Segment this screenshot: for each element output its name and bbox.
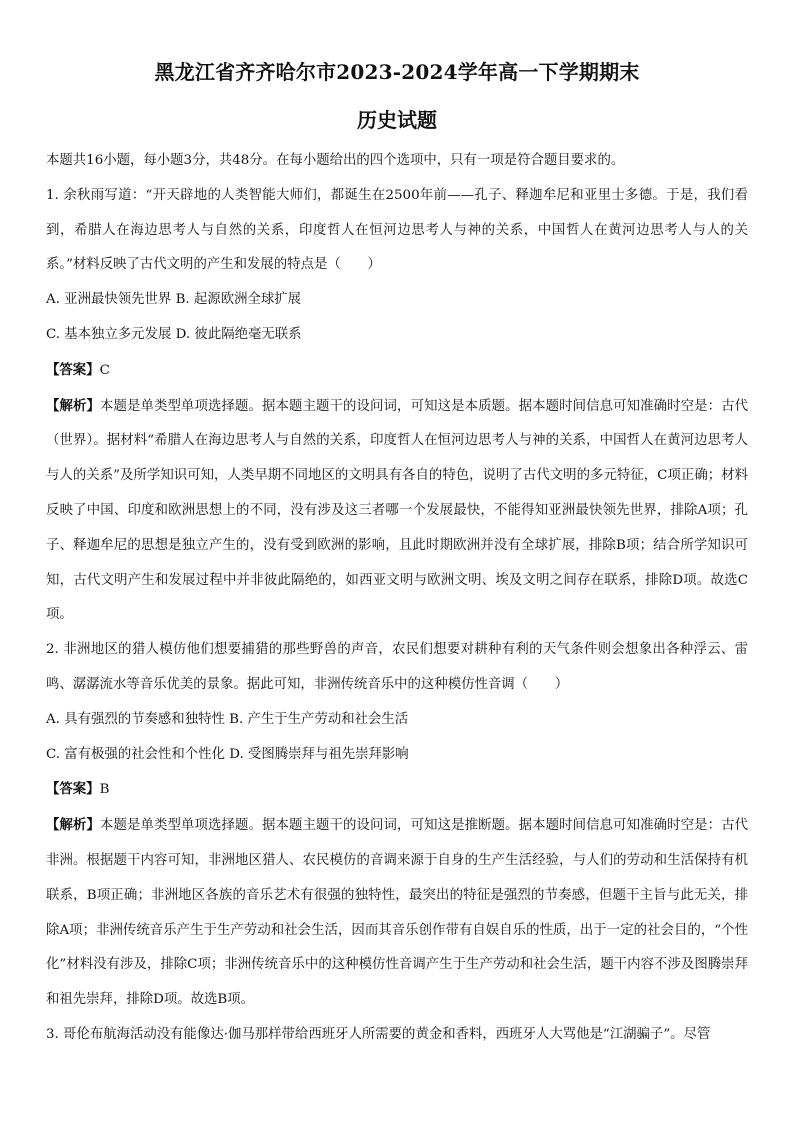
question-2-options-ab: A. 具有强烈的节奏感和独特性 B. 产生于生产劳动和社会生活	[46, 711, 409, 727]
document-title: 黑龙江省齐齐哈尔市2023-2024学年高一下学期期末	[154, 60, 640, 84]
question-1-answer	[46, 353, 748, 389]
analysis-tag: 【解析】	[46, 397, 101, 414]
question-2	[46, 633, 748, 1018]
document-subtitle: 历史试题	[357, 108, 437, 132]
question-1-stem: 1. 余秋雨写道：“开天辟地的人类智能大师们，都诞生在2500年前——孔子、释迦牟尼和亚里士多德。于是，我们看到，希腊人在海边思考人与自然的关系，印度哲人在恒河边思考人与神的关系，中国哲人在黄河边思考人与人的关系。”材料反映了古代文明的产生和发展的特点是（ ）	[46, 187, 748, 273]
answer-value: B	[99, 782, 110, 798]
analysis-text: 本题是单类型单项选择题。据本题主题干的设问词，可知这是推断题。据本题时间信息可知准确时空是：古代非洲。根据题干内容可知，非洲地区猎人、农民模仿的音调来源于自身的生产生活经验，与人们的劳动和生活保持有机联系，B项正确；非洲地区各族的音乐艺术有很强的独特性，最突出的特征是强烈的节奏感，但题干主旨与此无关，排除A项；非洲传统音乐产生于生产劳动和社会生活，因而其音乐创作带有自娱自乐的性质，出于一定的社会目的，“个性化”材料没有涉及，排除C项；非洲传统音乐中的这种模仿性音调产生于生产劳动和社会生活，题干内容不涉及图腾崇拜和祖先崇拜，排除D项。故选B项。	[46, 818, 749, 1008]
answer-tag: 【答案】	[46, 781, 100, 798]
question-1-options-cd: C. 基本独立多元发展 D. 彼此隔绝毫无联系	[46, 326, 302, 342]
question-3	[46, 1018, 748, 1053]
question-2-analysis	[46, 808, 748, 1018]
analysis-text: 本题是单类型单项选择题。据本题主题干的设问词，可知这是本质题。据本题时间信息可知准确时空是：古代（世界）。据材料“希腊人在海边思考人与自然的关系，印度哲人在恒河边思考人与神的关系，中国哲人在黄河边思考人与人的关系”及所学知识可知，人类早期不同地区的文明具有各自的特色，说明了古代文明的多元特征，C项正确；材料反映了中国、印度和欧洲思想上的不同，没有涉及这三者哪一个发展最快，不能得知亚洲最快领先世界，排除A项；孔子、释迦牟尼的思想是独立产生的，没有受到欧洲的影响，且此时期欧洲并没有全球扩展，排除B项；结合所学知识可知，古代文明产生和发展过程中并非彼此隔绝的，如西亚文明与欧洲文明、埃及文明之间存在联系，排除D项。故选C项。	[46, 398, 749, 623]
question-2-stem: 2. 非洲地区的猎人模仿他们想要捕猎的那些野兽的声音，农民们想要对耕种有利的天气条件则会想象出各种浮云、雷鸣、潺潺流水等音乐优美的景象。据此可知，非洲传统音乐中的这种模仿性音调（ ）	[46, 642, 748, 692]
question-1-analysis	[46, 389, 748, 634]
question-1	[46, 179, 748, 633]
analysis-tag: 【解析】	[46, 817, 101, 834]
question-2-answer	[46, 772, 748, 808]
question-2-options-cd: C. 富有极强的社会性和个性化 D. 受图腾崇拜与祖先崇拜影响	[46, 746, 409, 762]
answer-tag: 【答案】	[46, 361, 100, 378]
answer-value: C	[99, 362, 110, 378]
question-3-stem: 3. 哥伦布航海活动没有能像达·伽马那样带给西班牙人所需要的黄金和香料，西班牙人大骂他是“江湖骗子”。尽管	[46, 1026, 711, 1042]
question-1-options-ab: A. 亚洲最快领先世界 B. 起源欧洲全球扩展	[46, 292, 302, 308]
instructions: 本题共16小题，每小题3分，共48分。在每小题给出的四个选项中，只有一项是符合题目要求的。	[46, 153, 625, 168]
